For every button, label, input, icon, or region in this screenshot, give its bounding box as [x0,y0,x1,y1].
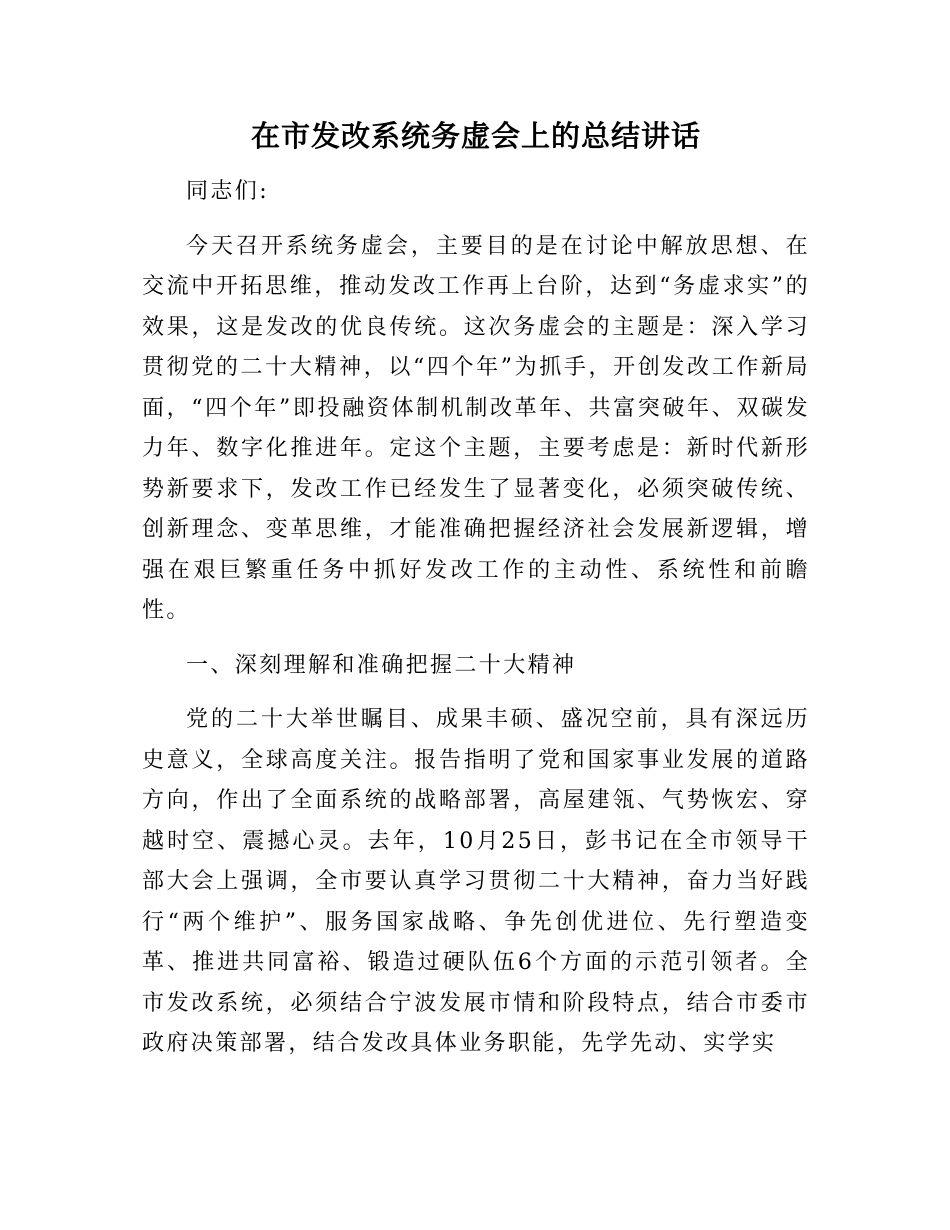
document-title: 在市发改系统务虚会上的总结讲话 [250,119,701,153]
intro-paragraph: 今天召开系统务虚会，主要目的是在讨论中解放思想、在交流中开拓思维，推动发改工作再上台阶，达到“务虚求实”的效果，这是发改的优良传统。这次务虚会的主题是：深入学习贯彻党的二十大精神，以“四个年”为抓手，开创发改工作新局面，“四个年”即投融资体制机制改革年、共富突破年、双碳发力年、数字化推进年。定这个主题，主要考虑是：新时代新形势新要求下，发改工作已经发生了显著变化，必须突破传统、创新理念、变革思维，才能准确把握经济社会发展新逻辑，增强在艰巨繁重任务中抓好发改工作的主动性、系统性和前瞻性。 [142,233,810,623]
salutation: 同志们: [186,179,270,204]
section-heading: 一、深刻理解和准确把握二十大精神 [186,652,577,678]
section-paragraph: 党的二十大举世瞩目、成果丰硕、盛况空前，具有深远历史意义，全球高度关注。报告指明了党和国家事业发展的道路方向，作出了全面系统的战略部署，高屋建瓴、气势恢宏、穿越时空、震撼心灵。去年，10月25日，彭书记在全市领导干部大会上强调，全市要认真学习贯彻二十大精神，奋力当好践行“两个维护”、服务国家战略、争先创优进位、先行塑造变革、推进共同富裕、锻造过硬队伍6个方面的示范引领者。全市发改系统，必须结合宁波发展市情和阶段特点，结合市委市政府决策部署，结合发改具体业务职能，先学先动、实学实 [142,707,810,1056]
document-body [142,110,810,1079]
